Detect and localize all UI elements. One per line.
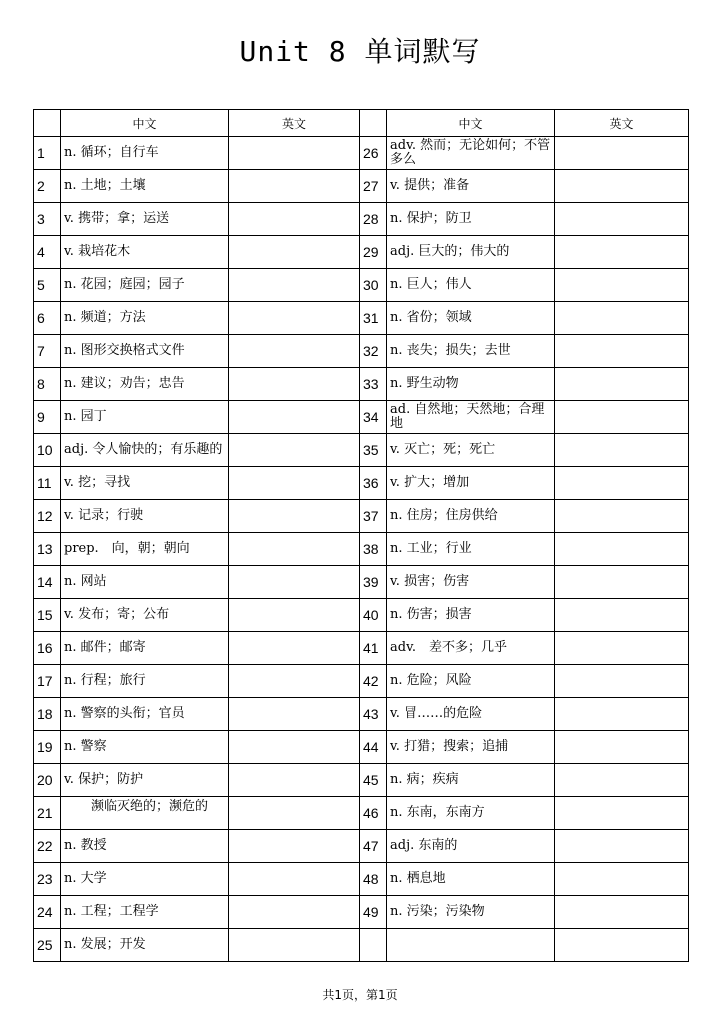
table-row [34,698,689,731]
english-answer-cell-right[interactable] [555,896,689,929]
item-number-left: 3 [34,203,61,236]
english-answer-cell-right[interactable] [555,731,689,764]
item-number-right: 33 [360,368,387,401]
chinese-meaning-right: v. 打猎；搜索；追捕 [387,731,555,764]
vocabulary-table [33,109,689,962]
item-number-right: 36 [360,467,387,500]
english-answer-cell-left[interactable] [229,500,360,533]
header-chinese-left: 中文 [61,110,229,137]
table-row [34,203,689,236]
english-answer-cell-right[interactable] [555,434,689,467]
item-number-left: 11 [34,467,61,500]
english-answer-cell-left[interactable] [229,797,360,830]
chinese-meaning-right: n. 污染；污染物 [387,896,555,929]
english-answer-cell-right[interactable] [555,236,689,269]
table-row [34,170,689,203]
chinese-meaning-right: v. 灭亡；死；死亡 [387,434,555,467]
table-header-row [34,110,689,137]
chinese-meaning-right: n. 东南，东南方 [387,797,555,830]
english-answer-cell-left[interactable] [229,830,360,863]
english-answer-cell-left[interactable] [229,632,360,665]
english-answer-cell-right[interactable] [555,368,689,401]
english-answer-cell-left[interactable] [229,467,360,500]
item-number-left: 4 [34,236,61,269]
english-answer-cell-right[interactable] [555,170,689,203]
item-number-right: 41 [360,632,387,665]
item-number-left: 25 [34,929,61,962]
header-english-right: 英文 [555,110,689,137]
item-number-left: 19 [34,731,61,764]
chinese-meaning-left: n. 邮件；邮寄 [61,632,229,665]
english-answer-cell-left[interactable] [229,566,360,599]
header-number-right [360,110,387,137]
chinese-meaning-left: n. 园丁 [61,401,229,434]
chinese-meaning-right: n. 丧失；损失；去世 [387,335,555,368]
chinese-meaning-left: n. 建议；劝告；忠告 [61,368,229,401]
chinese-meaning-left: adj. 令人愉快的；有乐趣的 [61,434,229,467]
chinese-meaning-right: n. 保护；防卫 [387,203,555,236]
page-footer: 共1页，第1页 [322,988,398,1002]
chinese-meaning-right: adj. 东南的 [387,830,555,863]
english-answer-cell-left[interactable] [229,929,360,962]
english-answer-cell-right[interactable] [555,401,689,434]
english-answer-cell-left[interactable] [229,269,360,302]
english-answer-cell-left[interactable] [229,698,360,731]
english-answer-cell-right[interactable] [555,863,689,896]
item-number-right [360,929,387,962]
english-answer-cell-left[interactable] [229,137,360,170]
table-row [34,599,689,632]
english-answer-cell-left[interactable] [229,434,360,467]
item-number-left: 2 [34,170,61,203]
item-number-left: 7 [34,335,61,368]
chinese-meaning-right: v. 扩大；增加 [387,467,555,500]
item-number-right: 43 [360,698,387,731]
table-row [34,335,689,368]
item-number-right: 46 [360,797,387,830]
chinese-meaning-right: n. 巨人；伟人 [387,269,555,302]
chinese-meaning-right: n. 省份；领域 [387,302,555,335]
chinese-meaning-left: n. 大学 [61,863,229,896]
english-answer-cell-right[interactable] [555,698,689,731]
english-answer-cell-left[interactable] [229,335,360,368]
table-row [34,533,689,566]
chinese-meaning-left: v. 栽培花木 [61,236,229,269]
english-answer-cell-right[interactable] [555,269,689,302]
chinese-meaning-left: n. 警察 [61,731,229,764]
english-answer-cell-right[interactable] [555,203,689,236]
chinese-meaning-left: n. 教授 [61,830,229,863]
english-answer-cell-left[interactable] [229,302,360,335]
item-number-left: 17 [34,665,61,698]
english-answer-cell-left[interactable] [229,863,360,896]
header-number-left [34,110,61,137]
english-answer-cell-right[interactable] [555,500,689,533]
english-answer-cell-right[interactable] [555,566,689,599]
chinese-meaning-left: v. 挖；寻找 [61,467,229,500]
item-number-right: 29 [360,236,387,269]
english-answer-cell-right[interactable] [555,764,689,797]
table-row [34,467,689,500]
item-number-left: 10 [34,434,61,467]
table-row [34,731,689,764]
english-answer-cell-right[interactable] [555,830,689,863]
item-number-right: 32 [360,335,387,368]
item-number-left: 21 [34,797,61,830]
english-answer-cell-right[interactable] [555,929,689,962]
chinese-meaning-left: v. 发布；寄；公布 [61,599,229,632]
table-row [34,368,689,401]
english-answer-cell-right[interactable] [555,599,689,632]
item-number-right: 44 [360,731,387,764]
chinese-meaning-left: n. 网站 [61,566,229,599]
item-number-right: 49 [360,896,387,929]
item-number-right: 27 [360,170,387,203]
item-number-left: 15 [34,599,61,632]
english-answer-cell-right[interactable] [555,632,689,665]
item-number-right: 28 [360,203,387,236]
chinese-meaning-right: v. 冒……的危险 [387,698,555,731]
english-answer-cell-right[interactable] [555,797,689,830]
english-answer-cell-right[interactable] [555,467,689,500]
table-row [34,269,689,302]
english-answer-cell-right[interactable] [555,137,689,170]
item-number-right: 37 [360,500,387,533]
english-answer-cell-left[interactable] [229,533,360,566]
table-row [34,137,689,170]
chinese-meaning-right: n. 野生动物 [387,368,555,401]
item-number-right: 40 [360,599,387,632]
table-row [34,863,689,896]
item-number-left: 8 [34,368,61,401]
table-row [34,434,689,467]
item-number-left: 20 [34,764,61,797]
chinese-meaning-right: adv. 然而；无论如何；不管多么 [387,137,555,170]
page-title: Unit 8 单词默写 [239,35,481,68]
chinese-meaning-right: v. 损害；伤害 [387,566,555,599]
chinese-meaning-left: v. 保护；防护 [61,764,229,797]
chinese-meaning-right: adv. 差不多；几乎 [387,632,555,665]
table-row [34,665,689,698]
table-row [34,632,689,665]
chinese-meaning-left: n. 花园；庭园；园子 [61,269,229,302]
item-number-right: 31 [360,302,387,335]
english-answer-cell-left[interactable] [229,368,360,401]
english-answer-cell-left[interactable] [229,764,360,797]
table-row [34,302,689,335]
item-number-left: 24 [34,896,61,929]
chinese-meaning-left: n. 发展；开发 [61,929,229,962]
table-row [34,401,689,434]
chinese-meaning-right: n. 危险；风险 [387,665,555,698]
item-number-left: 14 [34,566,61,599]
item-number-left: 6 [34,302,61,335]
english-answer-cell-right[interactable] [555,335,689,368]
item-number-right: 30 [360,269,387,302]
item-number-right: 34 [360,401,387,434]
item-number-left: 22 [34,830,61,863]
chinese-meaning-right: v. 提供；准备 [387,170,555,203]
item-number-left: 16 [34,632,61,665]
item-number-right: 38 [360,533,387,566]
chinese-meaning-left: v. 记录；行驶 [61,500,229,533]
item-number-left: 13 [34,533,61,566]
chinese-meaning-right: n. 栖息地 [387,863,555,896]
header-chinese-right: 中文 [387,110,555,137]
english-answer-cell-left[interactable] [229,236,360,269]
item-number-left: 23 [34,863,61,896]
english-answer-cell-left[interactable] [229,170,360,203]
item-number-right: 48 [360,863,387,896]
item-number-left: 9 [34,401,61,434]
english-answer-cell-left[interactable] [229,731,360,764]
chinese-meaning-right: n. 伤害；损害 [387,599,555,632]
chinese-meaning-left: n. 土地；土壤 [61,170,229,203]
chinese-meaning-right: n. 病；疾病 [387,764,555,797]
english-answer-cell-left[interactable] [229,599,360,632]
english-answer-cell-left[interactable] [229,203,360,236]
english-answer-cell-left[interactable] [229,665,360,698]
chinese-meaning-right: adj. 巨大的；伟大的 [387,236,555,269]
item-number-right: 45 [360,764,387,797]
table-row [34,830,689,863]
item-number-left: 12 [34,500,61,533]
item-number-right: 42 [360,665,387,698]
item-number-left: 1 [34,137,61,170]
chinese-meaning-left: n. 图形交换格式文件 [61,335,229,368]
table-row [34,236,689,269]
chinese-meaning-right [387,929,555,962]
english-answer-cell-left[interactable] [229,401,360,434]
table-row [34,896,689,929]
table-row [34,929,689,962]
item-number-right: 47 [360,830,387,863]
english-answer-cell-right[interactable] [555,665,689,698]
chinese-meaning-left: 濒临灭绝的；濒危的 [61,797,229,830]
table-row [34,797,689,830]
chinese-meaning-right: n. 住房；住房供给 [387,500,555,533]
chinese-meaning-left: v. 携带；拿；运送 [61,203,229,236]
chinese-meaning-right: ad. 自然地；天然地；合理地 [387,401,555,434]
chinese-meaning-left: n. 工程；工程学 [61,896,229,929]
item-number-left: 5 [34,269,61,302]
chinese-meaning-left: n. 行程；旅行 [61,665,229,698]
english-answer-cell-left[interactable] [229,896,360,929]
table-row [34,764,689,797]
chinese-meaning-left: prep. 向，朝；朝向 [61,533,229,566]
header-english-left: 英文 [229,110,360,137]
item-number-right: 35 [360,434,387,467]
item-number-right: 39 [360,566,387,599]
english-answer-cell-right[interactable] [555,302,689,335]
table-row [34,566,689,599]
chinese-meaning-left: n. 警察的头衔；官员 [61,698,229,731]
chinese-meaning-left: n. 循环；自行车 [61,137,229,170]
item-number-left: 18 [34,698,61,731]
english-answer-cell-right[interactable] [555,533,689,566]
item-number-right: 26 [360,137,387,170]
chinese-meaning-left: n. 频道；方法 [61,302,229,335]
table-row [34,500,689,533]
chinese-meaning-right: n. 工业；行业 [387,533,555,566]
